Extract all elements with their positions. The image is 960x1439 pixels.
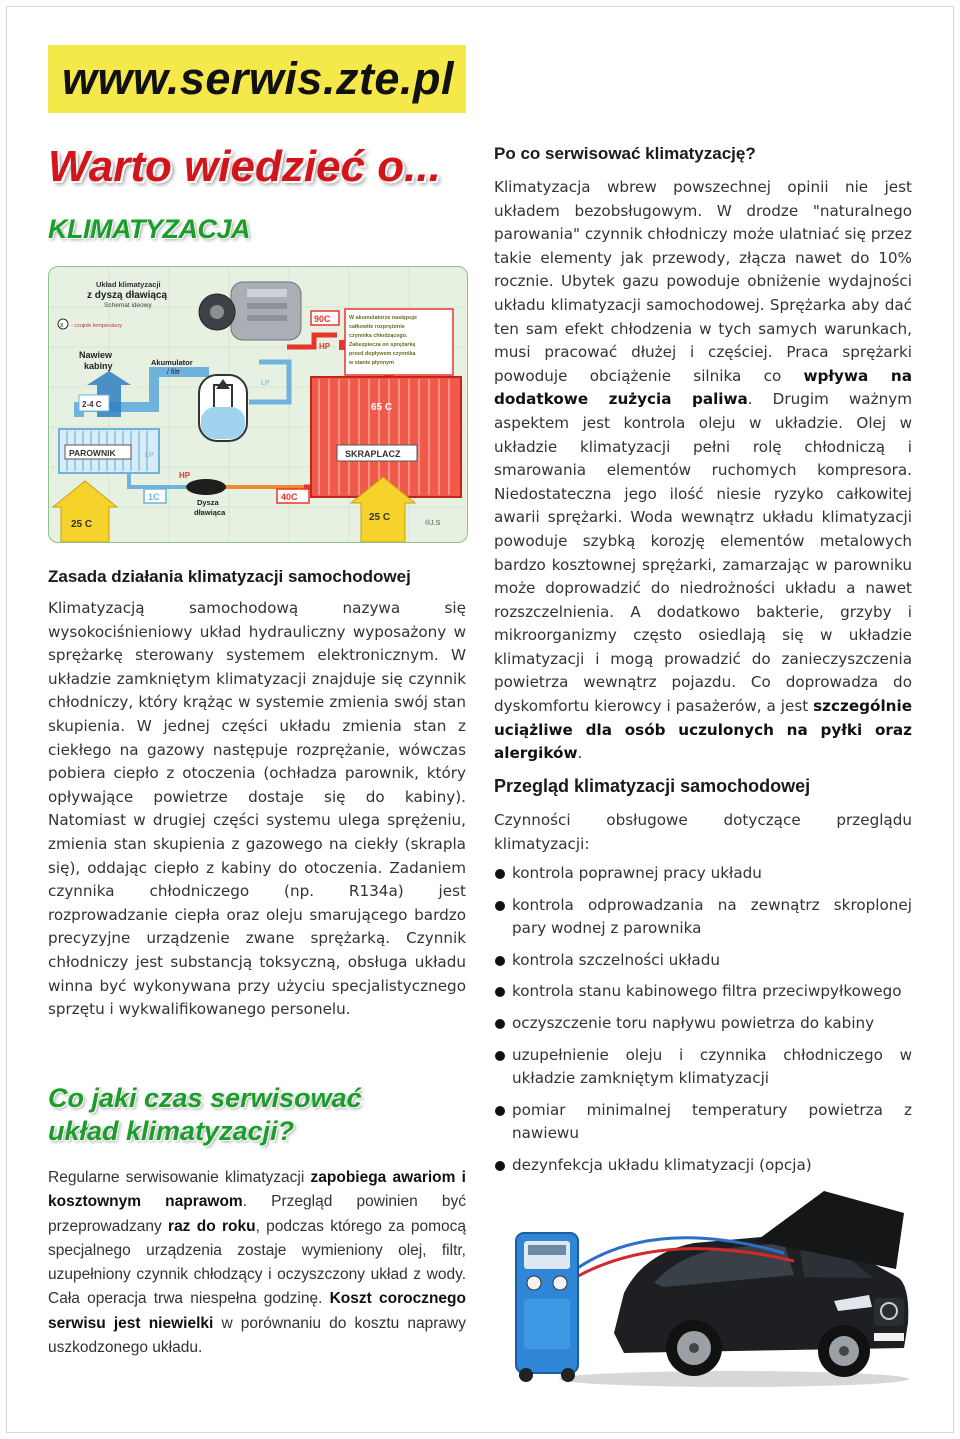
note-line-2: całkowite rozprężenie (349, 324, 405, 330)
rb-text-3: . (577, 744, 583, 763)
diagram-hp-1: HP (319, 342, 331, 351)
diagram-copyright: ®J.S (425, 520, 441, 527)
service-interval-heading-line-1: Co jaki czas serwisować (48, 1083, 362, 1113)
diagram-title-2: z dyszą dławiącą (87, 290, 168, 301)
qb-bold-3: Koszt corocznego serwisu jest niewielki (48, 1290, 466, 1332)
compressor-icon (199, 282, 301, 340)
review-intro: Czynności obsługowe dotyczące przeglądu klimatyzacji: (494, 811, 912, 853)
ambient-air-arrow-left (53, 481, 117, 542)
qb-bold-2: raz do roku (168, 1217, 256, 1235)
car-icon (614, 1191, 908, 1377)
list-item: uzupełnienie oleju i czynnika chłodniczego w układzie zamkniętym klimatyzacji (494, 1044, 912, 1091)
diagram-kabiny: kabiny (84, 361, 113, 371)
car-service-photo (494, 1183, 912, 1391)
service-interval-heading (48, 1082, 468, 1148)
website-url: www.serwis.zte.pl (62, 53, 454, 104)
list-item: kontrola poprawnej pracy układu (494, 862, 912, 886)
note-line-3: czynnika chłodzącego. (349, 333, 408, 339)
note-line-5: przed dopływem czynnika (349, 351, 416, 357)
orifice-tube-icon (186, 479, 226, 495)
diagram-hp-2: HP (179, 471, 191, 480)
qb-text-3: , podczas którego za pomocą specjalnego urządzenia zostaje wymieniony olej, filtr, uzupełniony czynnik chłodzący i oczyszczony układ z wody. Cała operacja trwa niespełna godzinę. (48, 1217, 466, 1308)
temp-90c: 90C (314, 314, 331, 324)
note-line-4: Zabezpiecza on sprężarkę (349, 342, 416, 348)
temp-25c-right: 25 C (369, 512, 391, 523)
qb-text-2: . Przegląd powinien być przeprowadzany (48, 1193, 466, 1235)
list-item: dezynfekcja układu klimatyzacji (opcja) (494, 1154, 912, 1178)
rb-bold-2: szczególnie uciążliwe dla osób uczulonych na pyłki oraz alergików (494, 697, 912, 763)
diagram-dysza: Dysza (197, 498, 219, 507)
ac-diagram-svg (49, 267, 467, 542)
diagram-skraplacz: SKRAPLACZ (345, 449, 401, 459)
diagram-nawiew: Nawiew (79, 350, 113, 360)
website-banner (48, 45, 466, 113)
diagram-lp-1: LP (261, 380, 270, 387)
diagram-legend: - czujnik temperatury (71, 323, 123, 329)
ac-service-machine-icon (516, 1233, 578, 1382)
list-item: pomiar minimalnej temperatury powietrza z nawiewu (494, 1099, 912, 1146)
car-service-svg (494, 1183, 912, 1391)
right-section-title: Po co serwisować klimatyzację? (494, 144, 756, 163)
qb-bold-1: zapobiega awariom i kosztownym naprawom (48, 1169, 466, 1211)
left-section-body: Klimatyzacją samochodową nazywa się wysokociśnieniowy układ hydrauliczny wyposażony w sprężarkę sterowany systemem elektronicznym. W układzie zamkniętym klimatyzacji znajduje się czynnik chłodniczy, który krążąc w systemie zmienia swój stan skupienia. W jednej części układu zmienia stan z ciekłego na gazowy następuje rozprężanie, wówczas pobiera ciepło z otoczenia (ochładza parownik, który opływające powietrze dostaje się do kabiny). Natomiast w drugiej części systemu ulega sprężeniu, zmienia stan skupienia z gazowego na ciekły (skrapla się), oddając ciepło z kabiny do otoczenia. Zadaniem czynnika chłodniczego (np. R134a) jest rozprowadzanie ciepła oraz oleju smarującego bardzo precyzyjne urządzenie zwane sprężarką. Czynnik chłodniczy jest substancją toksyczną, obsługa układu winna być wykonywana przy użyciu specjalistycznego sprzętu i wykwalifikowanego personelu. (48, 599, 466, 1019)
qb-text-4: w porównaniu do kosztu naprawy uszkodzonego układu. (48, 1314, 466, 1357)
temp-65c: 65 C (371, 402, 393, 413)
diagram-lp-2: LP (145, 452, 154, 459)
temp-40c: 40C (281, 492, 298, 502)
left-section-title: Zasada działania klimatyzacji samochodowej (48, 567, 411, 586)
service-interval-heading-line-2: układ klimatyzacji? (48, 1116, 295, 1146)
list-item: oczyszczenie toru napływu powietrza do kabiny (494, 1012, 912, 1036)
rb-bold-1: wpływa na dodatkowe zużycia paliwa (494, 366, 912, 409)
temp-25c-left: 25 C (71, 519, 93, 530)
rb-text-1: Klimatyzacja wbrew powszechnej opinii nie jest układem bezobsługowym. W drodze "naturalnego parowania" czynnik chłodniczy może ulatniać się przez takie elementy jak przewody, złącza nawet do 10% rocznie. Ubytek gazu powoduje obniżenie wydajności układu klimatyzacji samochodowej. Sprężarka aby dać ten sam efekt chłodzenia w tych samych warunkach, musi pracować dłużej i częściej. Praca sprężarki powoduje obciążenie silnika co (494, 178, 912, 385)
diagram-akumulator: Akumulator (151, 358, 193, 367)
review-section-title: Przegląd klimatyzacji samochodowej (494, 776, 811, 796)
diagram-title-3: Schemat ideowy (104, 302, 152, 309)
note-line-1: W akumulatorze następuje (349, 315, 417, 321)
rb-text-2: . Drugim ważnym aspektem jest kontrola oleju w układzie. Olej w układzie klimatyzacji pełni rolę chłodniczą i smarowania elementów ruchomych kompresora. Niedostateczna jego ilość niesie ryzyko całkowitej awarii sprężarki. Woda wewnątrz układu klimatyzacji powoduje szybką korozję elementów metalowych bardzo kosztownej sprężarki, zamarzając w parowniku może doprowadzić do niedrożności układu a nawet rozszczelnienia. A dodatkowo bakterie, grzyby i mikroorganizmy często osiedlają się w układzie klimatyzacji i mogą prowadzić do zanieczyszczenia powietrza wewnątrz pojazdu. Co doprowadza do dyskomfortu kierowcy i pasażerów, a jest (494, 390, 912, 716)
list-item: kontrola odprowadzania na zewnątrz skroplonej pary wodnej z parownika (494, 894, 912, 941)
review-checklist (494, 862, 912, 1186)
accumulator-icon (199, 375, 247, 441)
page-headline: Warto wiedzieć o... (48, 142, 441, 191)
temp-1c: 1C (148, 492, 160, 502)
list-item: kontrola szczelności układu (494, 949, 912, 973)
temp-2-4c: 2-4 C (82, 400, 102, 409)
right-section-body (494, 176, 912, 766)
svg-text:x: x (60, 322, 64, 329)
note-line-6: w stanie płynnym (349, 360, 394, 366)
ac-system-diagram (48, 266, 468, 543)
diagram-filtr: / filtr (167, 369, 181, 376)
diagram-title-1: Układ klimatyzacji (96, 280, 161, 289)
diagram-parownik: PAROWNIK (69, 448, 116, 458)
qb-text-1: Regularne serwisowanie klimatyzacji (48, 1169, 311, 1186)
topic-subheadline: KLIMATYZACJA (48, 214, 250, 244)
service-interval-body (48, 1166, 466, 1360)
list-item: kontrola stanu kabinowego filtra przeciwpyłkowego (494, 980, 912, 1004)
diagram-dlawiaca: dławiąca (194, 508, 226, 517)
